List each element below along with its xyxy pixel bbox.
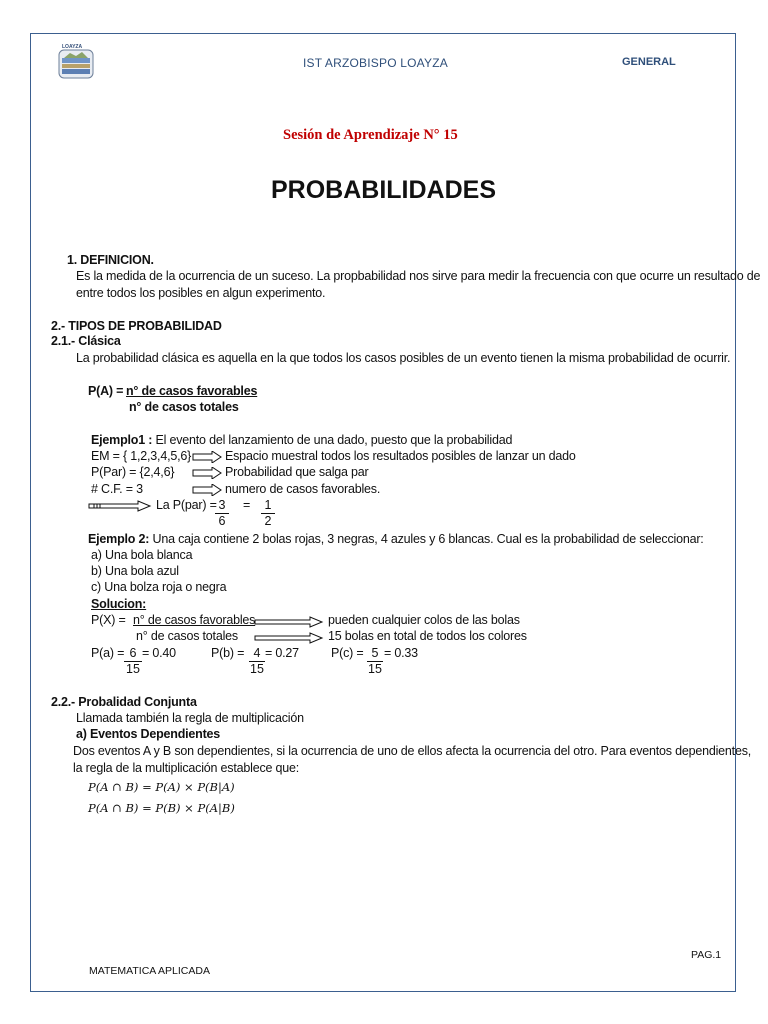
px-label: P(X) = xyxy=(91,613,126,627)
formula-numerator: n° de casos favorables xyxy=(126,384,258,398)
session-title: Sesión de Aprendizaje N° 15 xyxy=(283,127,458,143)
ejemplo2-option-a: a) Una bola blanca xyxy=(91,548,193,562)
long-arrow-right-icon xyxy=(254,616,324,628)
clasica-heading: 2.1.- Clásica xyxy=(51,334,121,348)
definition-text-line1: Es la medida de la ocurrencia de un suceso. La propbabilidad nos sirve para medir la frecuencia con que ocurre un resultado de xyxy=(76,269,761,283)
ejemplo1-label: Ejemplo1 : xyxy=(91,433,153,447)
ejemplo1-fraction-1 xyxy=(215,498,229,529)
dependientes-heading: a) Eventos Dependientes xyxy=(76,727,221,741)
tipos-heading: 2.- TIPOS DE PROBABILIDAD xyxy=(51,319,222,333)
arrow-right-icon xyxy=(192,451,222,463)
pb-value: = 0.27 xyxy=(265,646,299,660)
fraction-numerator: 3 xyxy=(215,498,229,514)
fraction-denominator: 15 xyxy=(126,662,140,676)
conjunta-subtitle: Llamada también la regla de multiplicación xyxy=(76,711,304,725)
px-numerator: n° de casos favorables xyxy=(133,613,256,627)
px-numerator-desc: pueden cualquier colos de las bolas xyxy=(328,613,520,627)
footer-course: MATEMATICA APLICADA xyxy=(89,965,210,977)
institution-logo xyxy=(56,44,96,80)
ejemplo2-option-b: b) Una bola azul xyxy=(91,564,179,578)
ejemplo1-cf: # C.F. = 3 xyxy=(91,482,143,496)
fraction-denominator: 15 xyxy=(250,662,264,676)
dependientes-line2: la regla de la multiplicación establece que: xyxy=(73,761,300,775)
page-title: PROBABILIDADES xyxy=(271,176,497,204)
fraction-numerator: 6 xyxy=(124,646,142,662)
fraction-numerator: 1 xyxy=(261,498,275,514)
fraction-numerator: 4 xyxy=(249,646,265,662)
ejemplo1-cf-desc: numero de casos favorables. xyxy=(225,482,381,496)
dependientes-line1: Dos eventos A y B son dependientes, si la ocurrencia de uno de ellos afecta la ocurrencia del otro. Para eventos dependientes, xyxy=(73,744,752,758)
pc-fraction xyxy=(367,646,383,677)
ejemplo1-text: El evento del lanzamiento de una dado, puesto que la probabilidad xyxy=(152,433,513,447)
long-arrow-right-icon xyxy=(254,632,324,644)
pb-label: P(b) = xyxy=(211,646,245,660)
ejemplo1-equals: = xyxy=(243,498,251,512)
ejemplo1-em-desc: Espacio muestral todos los resultados posibles de lanzar un dado xyxy=(225,449,576,463)
arrow-right-icon xyxy=(192,467,222,479)
ejemplo1-fraction-2 xyxy=(261,498,275,529)
formula-dependientes-2: P(A ∩ B) = P(B) × P(A|B) xyxy=(88,801,235,815)
ejemplo1-ppar-desc: Probabilidad que salga par xyxy=(225,465,369,479)
fraction-denominator: 6 xyxy=(218,514,226,528)
fraction-numerator: 5 xyxy=(367,646,383,662)
pa-label: P(a) = xyxy=(91,646,125,660)
definition-heading: 1. DEFINICION. xyxy=(67,253,154,267)
institution-name: IST ARZOBISPO LOAYZA xyxy=(303,56,448,70)
solucion-heading: Solucion: xyxy=(91,597,147,611)
fraction-denominator: 2 xyxy=(264,514,272,528)
pb-fraction xyxy=(249,646,265,677)
arrow-right-icon xyxy=(192,484,222,496)
ejemplo1-result-label: La P(par) = xyxy=(156,498,217,512)
ejemplo1-line xyxy=(91,433,512,447)
ejemplo2-option-c: c) Una bolza roja o negra xyxy=(91,580,227,594)
pc-value: = 0.33 xyxy=(384,646,418,660)
page-number: PAG.1 xyxy=(691,949,722,961)
px-denominator: n° de casos totales xyxy=(136,629,238,643)
ejemplo1-em: EM = { 1,2,3,4,5,6} xyxy=(91,449,192,463)
ejemplo1-ppar: P(Par) = {2,4,6} xyxy=(91,465,175,479)
pc-label: P(c) = xyxy=(331,646,364,660)
definition-text-line2: entre todos los posibles en algun experimento. xyxy=(76,286,326,300)
pa-value: = 0.40 xyxy=(142,646,176,660)
formula-denominator: n° de casos totales xyxy=(129,400,239,414)
formula-label: P(A) = xyxy=(88,384,124,398)
pa-fraction xyxy=(124,646,142,677)
ejemplo2-text: Una caja contiene 2 bolas rojas, 3 negras, 4 azules y 6 blancas. Cual es la probabilidad de seleccionar: xyxy=(149,532,704,546)
px-denominator-desc: 15 bolas en total de todos los colores xyxy=(328,629,527,643)
clasica-text: La probabilidad clásica es aquella en la que todos los casos posibles de un evento tienen la misma probabilidad de ocurrir. xyxy=(76,351,731,365)
logo-text: LOAYZA xyxy=(62,44,83,50)
ejemplo2-label: Ejemplo 2: xyxy=(88,532,150,546)
ejemplo2-line xyxy=(88,532,704,546)
header-section: GENERAL xyxy=(622,56,676,68)
fraction-denominator: 15 xyxy=(368,662,382,676)
formula-dependientes-1: P(A ∩ B) = P(A) × P(B|A) xyxy=(88,780,235,794)
long-arrow-right-icon xyxy=(88,500,152,512)
conjunta-heading: 2.2.- Probalidad Conjunta xyxy=(51,695,197,709)
